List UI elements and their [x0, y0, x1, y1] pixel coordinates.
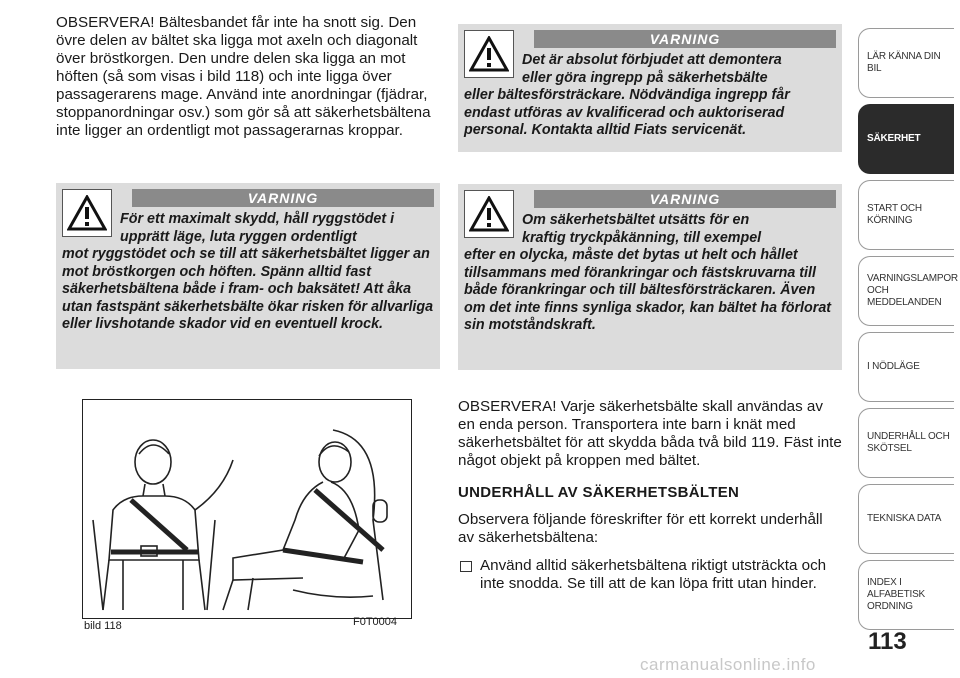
page-number: 113: [868, 628, 907, 655]
warning-title: VARNING: [132, 189, 434, 207]
note-paragraph: OBSERVERA! Varje säkerhetsbälte skall användas av en enda person. Transportera inte barn i knät med säkerhetsbältet för att skydda båda två bild 119. Fäst inte något objekt på kroppen med bältet.: [458, 398, 842, 469]
tab-label: VARNINGSLAMPOR OCH MEDDELANDEN: [867, 273, 958, 308]
left-column: [56, 14, 442, 140]
warning-line: Om säkerhetsbältet utsätts för en: [522, 212, 750, 228]
bullet-text: Använd alltid säkerhetsbältena riktigt utsträckta och inte snodda. Se till att de kan löpa fritt utan hinder.: [480, 557, 827, 592]
tab-lar-kanna-din-bil[interactable]: [858, 28, 954, 98]
list-item: [458, 557, 842, 593]
warning-triangle-icon: [464, 30, 514, 78]
lead-paragraph: Observera följande föreskrifter för ett korrekt underhåll av säkerhetsbältena:: [458, 511, 823, 546]
warning-title: VARNING: [534, 30, 836, 48]
warning-text: [464, 52, 836, 140]
section-heading: UNDERHÅLL AV SÄKERHETSBÄLTEN: [458, 484, 740, 501]
figure-seatbelt-illustration: [82, 399, 412, 619]
tab-index[interactable]: [858, 560, 954, 630]
warning-text: [62, 211, 434, 334]
warning-line: eller göra ingrepp på säkerhetsbälte: [522, 69, 768, 86]
warning-rest: eller bältesförsträckare. Nödvändiga ingrepp får endast utföras av kvalificerad och auktoriserad personal. Kontakta alltid Fiats servicenät.: [464, 87, 790, 138]
warning-box-right-2: [458, 184, 842, 370]
warning-title: VARNING: [534, 190, 836, 208]
tab-label: START OCH KÖRNING: [867, 203, 922, 226]
figure-code: F0T0004: [353, 616, 398, 628]
warning-triangle-icon: [62, 189, 112, 237]
tab-label: INDEX I ALFABETISK ORDNING: [867, 577, 926, 612]
warning-rest: mot ryggstödet och se till att säkerhetsbältet ligger an mot bröstkorgen och höften. Spänn alltid fast säkerhetsbältena både i fram- och baksätet! Att åka utan fastspänt säkerhetsbälte ökar risken för allvarliga eller livshotande skador vid en eventuell krock.: [62, 246, 434, 332]
watermark: carmanualsonline.info: [640, 655, 816, 674]
warning-line: För ett maximalt skydd, håll ryggstödet i: [120, 211, 395, 227]
intro-paragraph: OBSERVERA! Bältesbandet får inte ha snott sig. Den övre delen av bältet ska ligga mot axeln och diagonalt över bröstkorgen. Den undre delen ska ligga an mot höften (så som visas i bild 118) och inte ligga över passagerarens mage. Använd inte anordningar (fjädrar, stoppanordningar osv.) som gör så att säkerhetsbältena inte ligger an ordentligt mot passagerarnas kroppar.: [56, 14, 431, 139]
tab-i-nodlage[interactable]: [858, 332, 954, 402]
warning-line: Det är absolut förbjudet att demontera: [522, 52, 782, 68]
tab-varningslampor[interactable]: [858, 256, 958, 326]
warning-line: upprätt läge, luta ryggen ordentligt: [120, 228, 357, 245]
tab-label: I NÖDLÄGE: [867, 361, 920, 372]
checkbox-bullet-icon: [460, 561, 472, 572]
figure-label: bild 118: [84, 620, 122, 632]
tab-label: UNDERHÅLL OCH SKÖTSEL: [867, 431, 950, 454]
warning-rest: efter en olycka, måste det bytas ut helt och hållet tillsammans med förankringar och fästskruvarna till både förankringar och till bältesförsträckaren. Även om det inte finns synliga skador, kan bältet ha förlorat sin motståndskraft.: [464, 247, 832, 333]
tab-underhall[interactable]: [858, 408, 954, 478]
tab-label: LÄR KÄNNA DIN BIL: [867, 51, 941, 74]
warning-box-right-1: [458, 24, 842, 152]
seatbelt-illustration: [83, 400, 410, 617]
warning-box-left: [56, 183, 440, 369]
warning-triangle-icon: [464, 190, 514, 238]
tab-tekniska-data[interactable]: [858, 484, 954, 554]
right-column-text: [458, 398, 842, 593]
tab-label: SÄKERHET: [867, 133, 921, 144]
tab-start-och-korning[interactable]: [858, 180, 954, 250]
tab-sakerhet[interactable]: [858, 104, 954, 174]
tab-label: TEKNISKA DATA: [867, 513, 942, 524]
warning-text: [464, 212, 836, 335]
warning-line: kraftig tryckpåkänning, till exempel: [522, 229, 762, 246]
